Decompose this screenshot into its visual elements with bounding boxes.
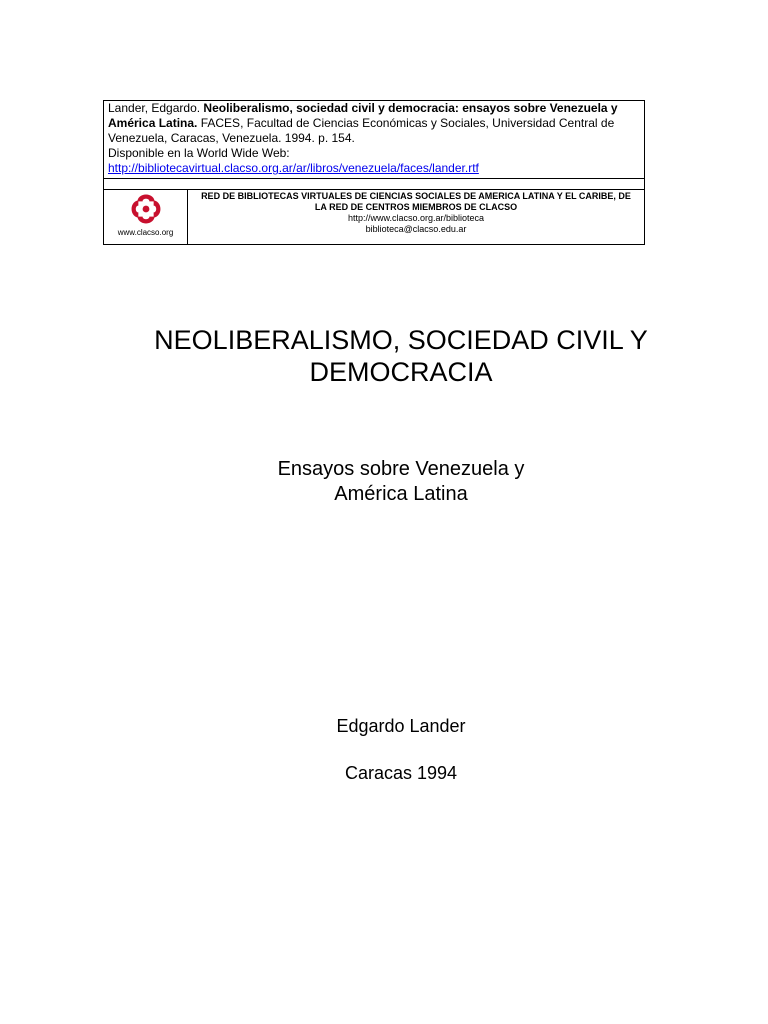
network-info-cell: [188, 190, 644, 244]
network-web[interactable]: http://www.clacso.org.ar/biblioteca: [347, 213, 485, 223]
citation-publisher: FACES, Facultad de Ciencias Económicas y Sociales, Universidad Central de Venezuela, Caracas, Venezuela. 1994. p. 154.: [108, 116, 615, 145]
book-subtitle-line-1: Ensayos sobre Venezuela y: [277, 458, 525, 480]
citation-link[interactable]: http://bibliotecavirtual.clacso.org.ar/ar/libros/venezuela/faces/lander.rtf: [108, 161, 479, 175]
table-divider-row: [104, 179, 644, 190]
citation-author: Lander, Edgardo.: [108, 101, 201, 115]
clacso-logo-cell: [104, 190, 188, 244]
network-email[interactable]: biblioteca@clacso.edu.ar: [365, 224, 467, 234]
book-author: Edgardo Lander: [336, 716, 466, 736]
book-subtitle-line-2: América Latina: [334, 483, 468, 505]
clacso-url[interactable]: www.clacso.org: [117, 228, 174, 237]
book-title: [40, 324, 762, 388]
clacso-logo-icon: [129, 192, 163, 226]
citation-text: [104, 101, 644, 179]
citation-availability: Disponible en la World Wide Web:: [108, 146, 290, 160]
book-subtitle: [40, 457, 762, 507]
citation-box: [103, 100, 645, 245]
place-and-date: Caracas 1994: [344, 763, 458, 783]
book-title-line-1: NEOLIBERALISMO, SOCIEDAD CIVIL Y: [154, 325, 648, 355]
network-row: [104, 190, 644, 244]
citation-title: Neoliberalismo, sociedad civil y democracia: ensayos sobre Venezuela y América Latina.: [108, 101, 618, 130]
network-title: RED DE BIBLIOTECAS VIRTUALES DE CIENCIAS SOCIALES DE AMERICA LATINA Y EL CARIBE, DE LA RED DE CENTROS MIEMBROS DE CLACSO: [201, 191, 631, 212]
book-title-line-2: DEMOCRACIA: [309, 357, 493, 387]
